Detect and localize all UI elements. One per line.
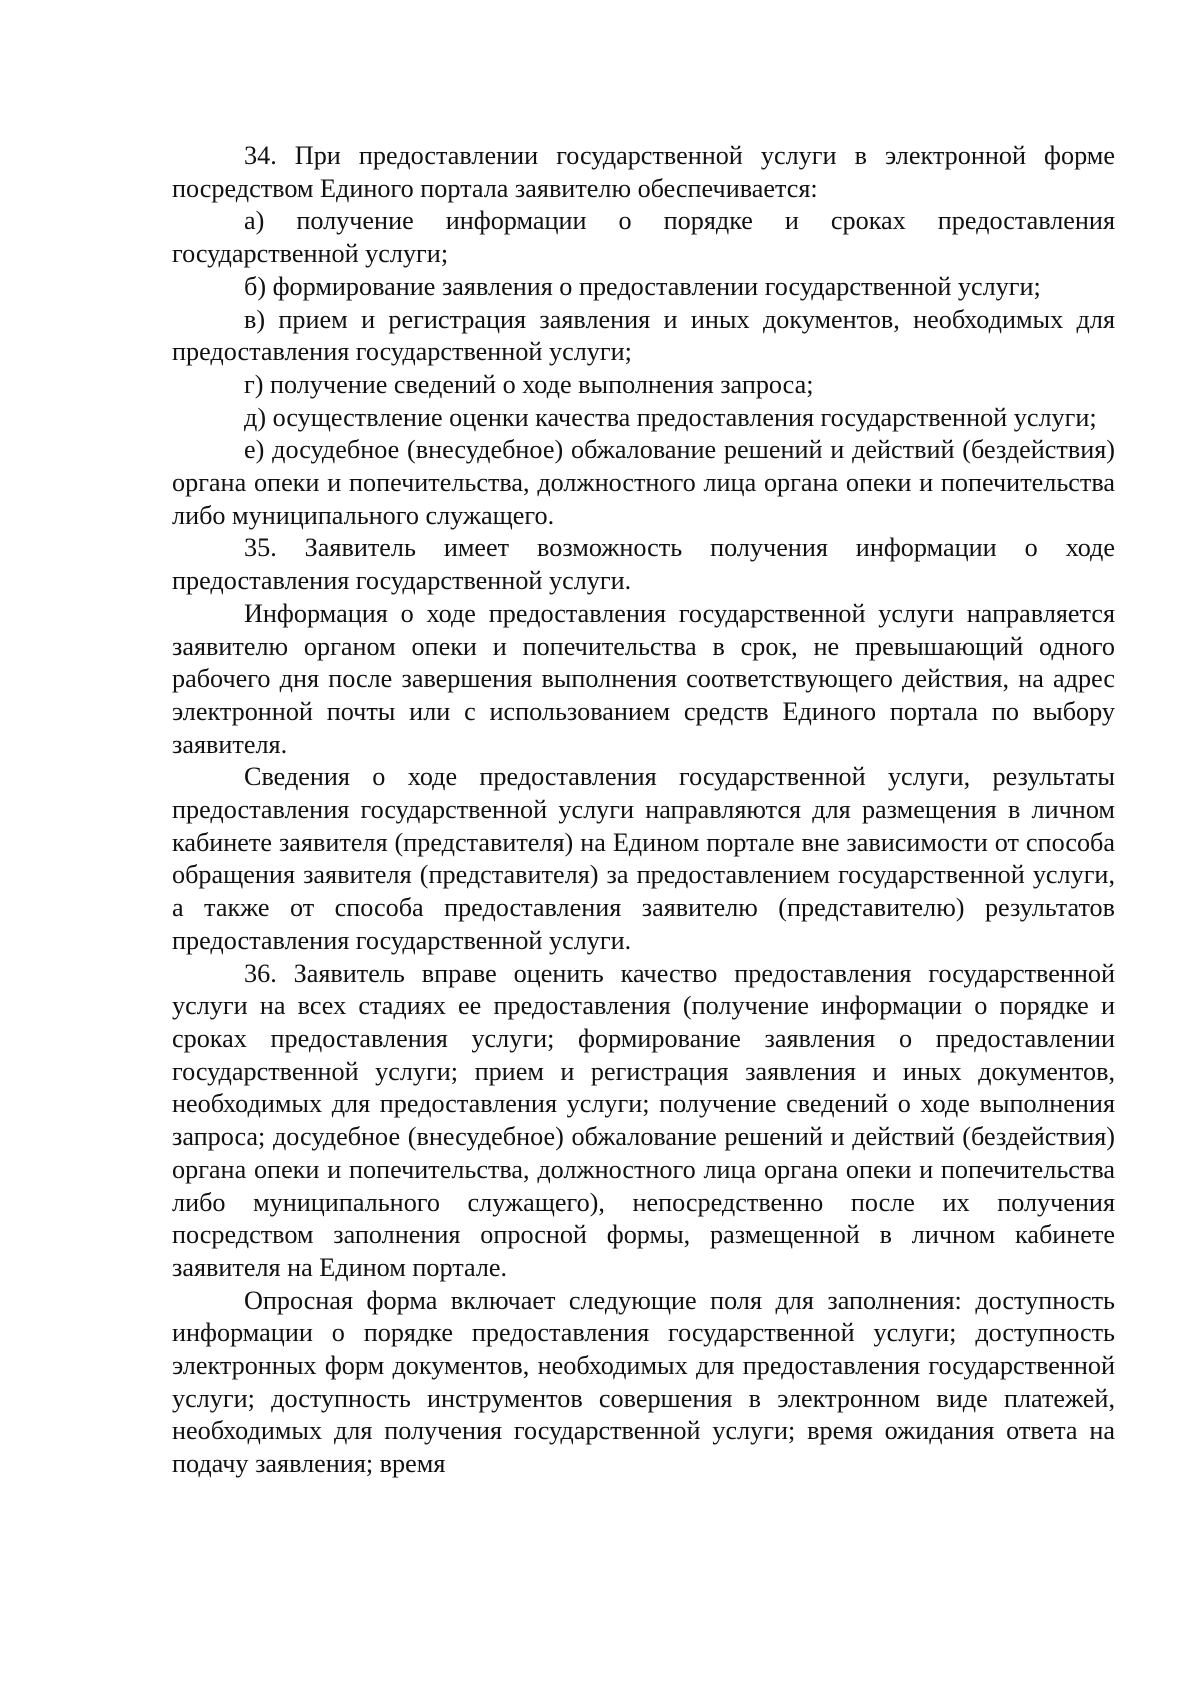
paragraph-status-details: Сведения о ходе предоставления государственной услуги, результаты предоставления государственной услуги направляются для размещения в личном кабинете заявителя (представителя) на Едином портале вне зависимости от способа обращения заявителя (представителя) за предоставлением государственной услуги, а также от способа предоставления заявителю (представителю) результатов предоставления государственной услуги. (172, 762, 1115, 955)
paragraph-information: Информация о ходе предоставления государственной услуги направляется заявителю органом опеки и попечительства в срок, не превышающий одного рабочего дня после завершения выполнения соответствующего действия, на адрес электронной почты или с использованием средств Единого портала по выбору заявителя. (172, 598, 1115, 759)
document-page (172, 140, 1115, 1481)
paragraph-35: 35. Заявитель имеет возможность получения информации о ходе предоставления государственной услуги. (172, 533, 1115, 596)
list-item-a: а) получение информации о порядке и сроках предоставления государственной услуги; (172, 206, 1115, 269)
list-item-v: в) прием и регистрация заявления и иных документов, необходимых для предоставления государственной услуги; (172, 304, 1115, 367)
paragraph-survey-form: Опросная форма включает следующие поля для заполнения: доступность информации о порядке предоставления государственной услуги; доступность электронных форм документов, необходимых для предоставления государственной услуги; доступность инструментов совершения в электронном виде платежей, необходимых для получения государственной услуги; время ожидания ответа на подачу заявления; время (172, 1285, 1115, 1479)
list-item-g: г) получение сведений о ходе выполнения запроса; (244, 369, 814, 399)
list-item-d: д) осуществление оценки качества предоставления государственной услуги; (244, 402, 1097, 432)
list-item-e: е) досудебное (внесудебное) обжалование решений и действий (бездействия) органа опеки и попечительства, должностного лица органа опеки и попечительства либо муниципального служащего. (172, 435, 1115, 530)
list-item-b: б) формирование заявления о предоставлении государственной услуги; (244, 271, 1041, 301)
paragraph-36: 36. Заявитель вправе оценить качество предоставления государственной услуги на всех стадиях ее предоставления (получение информации о порядке и сроках предоставления услуги; формирование заявления о предоставлении государственной услуги; прием и регистрация заявления и иных документов, необходимых для предоставления услуги; получение сведений о ходе выполнения запроса; досудебное (внесудебное) обжалование решений и действий (бездействия) органа опеки и попечительства, должностного лица органа опеки и попечительства либо муниципального служащего), непосредственно после их получения посредством заполнения опросной формы, размещенной в личном кабинете заявителя на Едином портале. (172, 958, 1115, 1282)
paragraph-34-intro: 34. При предоставлении государственной услуги в электронной форме посредством Единого портала заявителю обеспечивается: (172, 141, 1115, 203)
